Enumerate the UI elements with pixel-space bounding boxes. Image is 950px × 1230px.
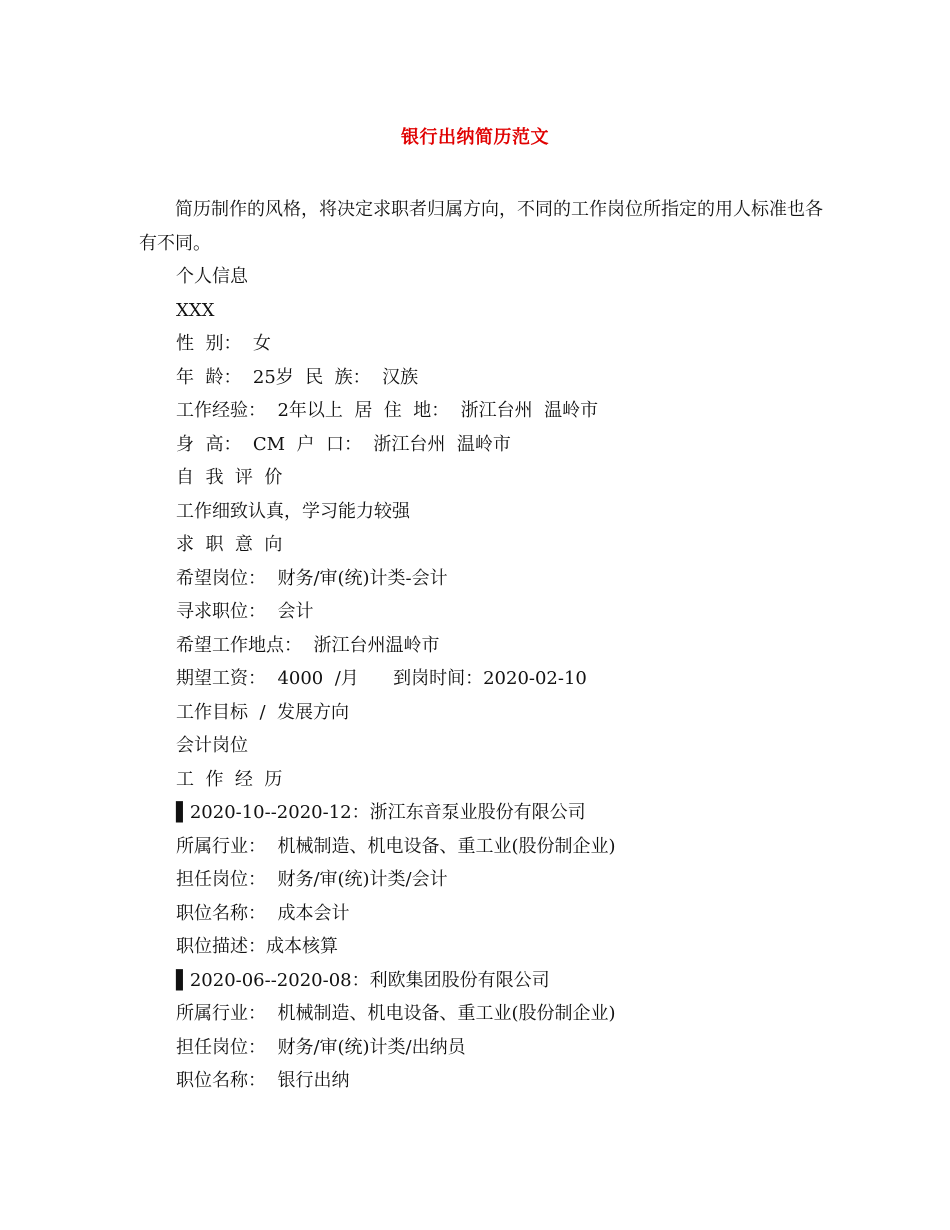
gender-line: 性 别： 女 xyxy=(176,333,271,354)
name-line: XXX xyxy=(176,299,215,321)
self-evaluation-text: 工作细致认真，学习能力较强 xyxy=(176,500,410,522)
age-ethnicity-line: 年 龄： 25岁 民 族： 汉族 xyxy=(176,366,419,388)
job-industry-line: 所属行业： 机械制造、机电设备、重工业(股份制企业) xyxy=(176,1003,616,1024)
desired-location-line: 希望工作地点： 浙江台州温岭市 xyxy=(176,634,440,656)
sought-position-line: 寻求职位： 会计 xyxy=(176,601,314,622)
section-heading-self-evaluation: 自 我 评 价 xyxy=(176,467,283,488)
job-description-line: 职位描述：成本核算 xyxy=(176,936,338,957)
resume-body xyxy=(176,260,876,1098)
job-entry-heading: ▌2020-06--2020-08：利欧集团股份有限公司 xyxy=(176,969,550,991)
job-title-line: 职位名称： 银行出纳 xyxy=(176,1070,350,1091)
height-hukou-line: 身 高： CM 户 口： 浙江台州 温岭市 xyxy=(176,433,511,455)
job-industry-line: 所属行业： 机械制造、机电设备、重工业(股份制企业) xyxy=(176,835,616,857)
job-role-line: 担任岗位： 财务/审(统)计类/出纳员 xyxy=(176,1036,466,1058)
document-title: 银行出纳简历范文 xyxy=(401,127,549,148)
job-role-line: 担任岗位： 财务/审(统)计类/会计 xyxy=(176,869,448,890)
job-entry-heading: ▌2020-10--2020-12：浙江东音泵业股份有限公司 xyxy=(176,802,586,823)
salary-start-date-line: 期望工资： 4000 /月 到岗时间：2020-02-10 xyxy=(176,668,587,689)
desired-position-line: 希望岗位： 财务/审(统)计类-会计 xyxy=(176,567,448,589)
experience-residence-line: 工作经验： 2年以上 居 住 地： 浙江台州 温岭市 xyxy=(176,400,599,421)
section-heading-personal-info: 个人信息 xyxy=(176,266,248,287)
job-title-line: 职位名称： 成本会计 xyxy=(176,902,350,924)
section-heading-job-intention: 求 职 意 向 xyxy=(176,534,283,555)
section-heading-work-history: 工 作 经 历 xyxy=(176,768,283,790)
intro-paragraph: 简历制作的风格，将决定求职者归属方向，不同的工作岗位所指定的用人标准也各有不同。 xyxy=(139,199,823,254)
career-goal-text: 会计岗位 xyxy=(176,735,248,756)
section-heading-career-goal: 工作目标 / 发展方向 xyxy=(176,701,349,723)
